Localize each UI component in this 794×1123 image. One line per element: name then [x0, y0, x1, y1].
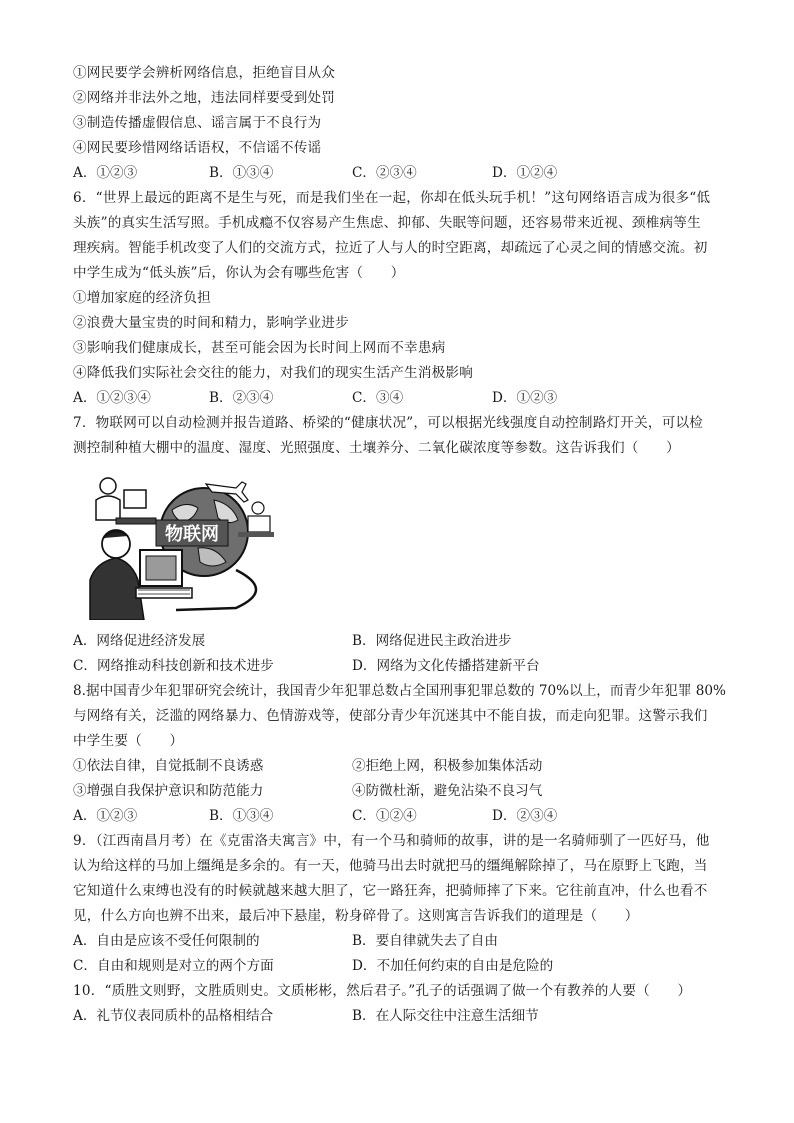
- q6-option-4: ④降低我们实际社会交往的能力，对我们的现实生活产生消极影响: [73, 365, 474, 381]
- q5-choice-a: A．①②③: [73, 165, 138, 181]
- q9-choice-d: D．不加任何约束的自由是危险的: [352, 958, 554, 974]
- q6-stem-line-3: 理疾病。智能手机改变了人们的交流方式，拉近了人与人的时空距离，却疏远了心灵之间的情感交流。初: [73, 240, 708, 256]
- q9-stem-line-4: 见，什么方向也辨不出来，最后冲下悬崖，粉身碎骨了。这则寓言告诉我们的道理是（ ）: [73, 908, 639, 924]
- q8-option-3: ③增强自我保护意识和防范能力: [73, 783, 264, 799]
- q5-choice-b: B．①③④: [209, 165, 274, 181]
- q5-option-3: ③制造传播虚假信息、谣言属于不良行为: [73, 115, 322, 131]
- q6-option-1: ①增加家庭的经济负担: [73, 290, 211, 306]
- q9-stem-line-1: 9．（江西南昌月考）在《克雷洛夫寓言》中，有一个马和骑师的故事，讲的是一名骑师驯了一匹好马，他: [73, 833, 710, 849]
- q9-stem-line-2: 认为给这样的马加上缰绳是多余的。有一天，他骑马出去时就把马的缰绳解除掉了，马在原野上飞跑，当: [73, 858, 708, 874]
- q9-choice-b: B．要自律就失去了自由: [352, 933, 498, 949]
- q7-stem-line-2: 测控制种植大棚中的温度、湿度、光照强度、土壤养分、二氧化碳浓度等参数。这告诉我们（ ）: [73, 440, 680, 456]
- q9-choice-c: C．自由和规则是对立的两个方面: [73, 958, 274, 974]
- iot-illustration: [86, 470, 282, 620]
- q8-choice-c: C．①②④: [352, 808, 417, 824]
- q10-choice-a: A．礼节仪表同质朴的品格相结合: [73, 1008, 274, 1024]
- q6-option-3: ③影响我们健康成长，甚至可能会因为长时间上网而不幸患病: [73, 340, 446, 356]
- q8-stem-line-1: 8.据中国青少年犯罪研究会统计，我国青少年犯罪总数占全国刑事犯罪总数的 70%以上，而青少年犯罪 80%: [73, 683, 726, 699]
- q5-option-1: ①网民要学会辨析网络信息，拒绝盲目从众: [73, 65, 336, 81]
- q6-stem-line-2: 头族”的真实生活写照。手机成瘾不仅容易产生焦虑、抑郁、失眠等问题，还容易带来近视、颈椎病等生: [73, 215, 701, 231]
- q8-stem-line-3: 中学生要（ ）: [73, 733, 184, 749]
- q7-choice-b: B．网络促进民主政治进步: [352, 633, 512, 649]
- q7-choice-d: D．网络为文化传播搭建新平台: [352, 658, 540, 674]
- q8-choice-b: B．①③④: [209, 808, 274, 824]
- q6-choice-a: A．①②③④: [73, 390, 151, 406]
- q5-choice-d: D．①②④: [492, 165, 558, 181]
- monitor-icon: [124, 490, 146, 508]
- q9-choice-a: A．自由是应该不受任何限制的: [73, 933, 260, 949]
- q7-stem-line-1: 7．物联网可以自动检测并报告道路、桥梁的“健康状况”，可以根据光线强度自动控制路灯开关，可以检: [73, 415, 704, 431]
- q6-stem-line-1: 6．“世界上最远的距离不是生与死，而是我们坐在一起，你却在低头玩手机！”这句网络语言成为很多“低: [73, 190, 711, 206]
- q8-choice-a: A．①②③: [73, 808, 138, 824]
- iot-label: 物联网: [165, 524, 219, 545]
- q8-option-2: ②拒绝上网，积极参加集体活动: [352, 758, 543, 774]
- q5-option-2: ②网络并非法外之地，违法同样要受到处罚: [73, 90, 336, 106]
- q6-stem-line-4: 中学生成为“低头族”后，你认为会有哪些危害（ ）: [73, 265, 405, 281]
- q7-choice-c: C．网络推动科技创新和技术进步: [73, 658, 274, 674]
- q8-choice-d: D．②③④: [492, 808, 558, 824]
- q7-choice-a: A．网络促进经济发展: [73, 633, 206, 649]
- q5-option-4: ④网民要珍惜网络话语权，不信谣不传谣: [73, 140, 322, 156]
- q5-choice-c: C．②③④: [352, 165, 417, 181]
- q8-stem-line-2: 与网络有关，泛滥的网络暴力、色情游戏等，使部分青少年沉迷其中不能自拔，而走向犯罪。这警示我们: [73, 708, 708, 724]
- q6-option-2: ②浪费大量宝贵的时间和精力，影响学业进步: [73, 315, 349, 331]
- person-icon: [100, 478, 116, 494]
- q8-option-4: ④防微杜渐，避免沾染不良习气: [352, 783, 543, 799]
- q10-choice-b: B．在人际交往中注意生活细节: [352, 1008, 539, 1024]
- q10-stem: 10．“质胜文则野，文胜质则史。文质彬彬，然后君子。”孔子的话强调了做一个有教养的人要（ ）: [73, 983, 692, 999]
- q6-choice-d: D．①②③: [492, 390, 558, 406]
- keyboard-icon: [136, 588, 192, 598]
- q6-choice-b: B．②③④: [209, 390, 274, 406]
- q6-choice-c: C．③④: [352, 390, 404, 406]
- q8-option-1: ①依法自律，自觉抵制不良诱惑: [73, 758, 264, 774]
- q9-stem-line-3: 它知道什么束缚也没有的时候就越来越大胆了，它一路狂奔，把骑师摔了下来。它往前直冲，什么也看不: [73, 883, 708, 899]
